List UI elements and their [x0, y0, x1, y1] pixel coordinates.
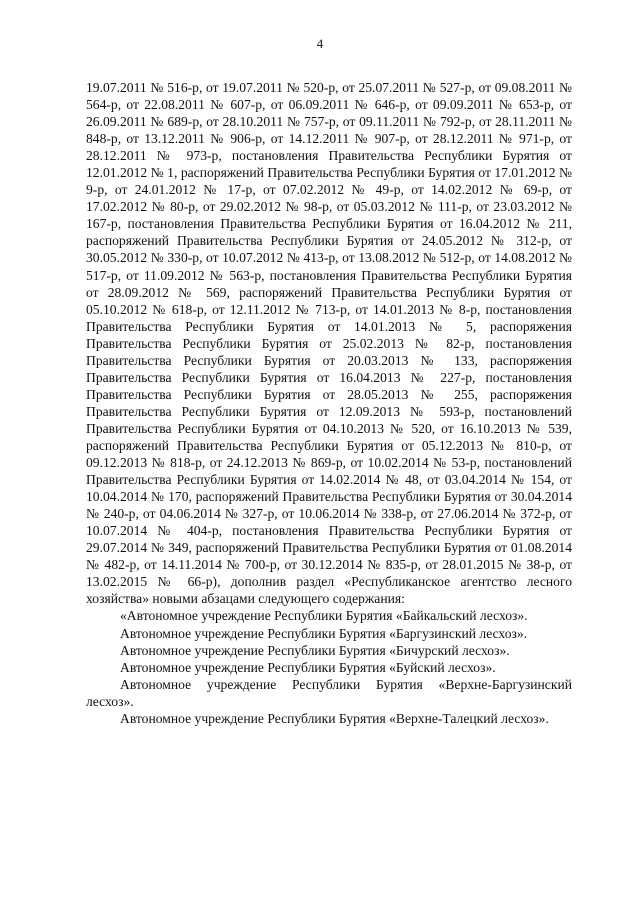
document-body — [86, 79, 572, 727]
entry-buisky: Автономное учреждение Республики Бурятия «Буйский лесхоз». — [120, 659, 496, 675]
entry-verkhne-taletsky: Автономное учреждение Республики Бурятия «Верхне-Талецкий лесхоз». — [120, 710, 549, 726]
entry-bichursky: Автономное учреждение Республики Бурятия «Бичурский лесхоз». — [120, 642, 510, 658]
entry-verkhne-barguzinsky: Автономное учреждение Республики Бурятия «Верхне-Баргузинский лесхоз». — [86, 676, 572, 709]
entry-baikalsky: «Автономное учреждение Республики Бурятия «Байкальский лесхоз». — [120, 608, 528, 624]
page-number: 4 — [316, 36, 324, 51]
entry-barguzinsky: Автономное учреждение Республики Бурятия «Баргузинский лесхоз». — [120, 625, 528, 641]
main-paragraph: 19.07.2011 № 516-р, от 19.07.2011 № 520-р, от 25.07.2011 № 527-р, от 09.08.2011 № 564-р, от 22.08.2011 № 607-р, от 06.09.2011 № 646-р, от 09.09.2011 № 653-р, от 26.09.2011 № 689-р, от 28.10.2011 № 757-р, от 09.11.2011 № 792-р, от 28.11.2011 № 848-р, от 13.12.2011 № 906-р, от 14.12.2011 № 907-р, от 28.12.2011 № 971-р, от 28.12.2011 № 973-р, постановления Правительства Республики Бурятия от 12.01.2012 № 1, распоряжений Правительства Республики Бурятия от 17.01.2012 № 9-р, от 24.01.2012 № 17-р, от 07.02.2012 № 49-р, от 14.02.2012 № 69-р, от 17.02.2012 № 80-р, от 29.02.2012 № 98-р, от 05.03.2012 № 111-р, от 23.03.2012 № 167-р, постановления Правительства Республики Бурятия от 16.04.2012 № 211, распоряжений Правительства Республики Бурятия от 24.05.2012 № 312-р, от 30.05.2012 № 330-р, от 10.07.2012 № 413-р, от 13.08.2012 № 512-р, от 14.08.2012 № 517-р, от 11.09.2012 № 563-р, постановления Правительства Республики Бурятия от 28.09.2012 № 569, распоряжений Правительства Республики Бурятия от 05.10.2012 № 618-р, от 12.11.2012 № 713-р, от 14.01.2013 № 8-р, постановления Правительства Республики Бурятия от 14.01.2013 № 5, распоряжения Правительства Республики Бурятия от 25.02.2013 № 82-р, постановления Правительства Республики Бурятия от 20.03.2013 № 133, распоряжения Правительства Республики Бурятия от 16.04.2013 № 227-р, постановления Правительства Республики Бурятия от 28.05.2013 № 255, распоряжения Правительства Республики Бурятия от 12.09.2013 № 593-р, постановлений Правительства Республики Бурятия от 04.10.2013 № 520, от 16.10.2013 № 539, распоряжений Правительства Республики Бурятия от 05.12.2013 № 810-р, от 09.12.2013 № 818-р, от 24.12.2013 № 869-р, от 10.02.2014 № 53-р, постановлений Правительства Республики Бурятия от 14.02.2014 № 48, от 03.04.2014 № 154, от 10.04.2014 № 170, распоряжений Правительства Республики Бурятия от 30.04.2014 № 240-р, от 04.06.2014 № 327-р, от 10.06.2014 № 338-р, от 27.06.2014 № 372-р, от 10.07.2014 № 404-р, постановления Правительства Республики Бурятия от 29.07.2014 № 349, распоряжений Правительства Республики Бурятия от 01.08.2014 № 482-р, от 14.11.2014 № 700-р, от 30.12.2014 № 835-р, от 28.01.2015 № 38-р, от 13.02.2015 № 66-р), дополнив раздел «Республиканское агентство лесного хозяйства» новыми абзацами следующего содержания: — [86, 80, 572, 607]
